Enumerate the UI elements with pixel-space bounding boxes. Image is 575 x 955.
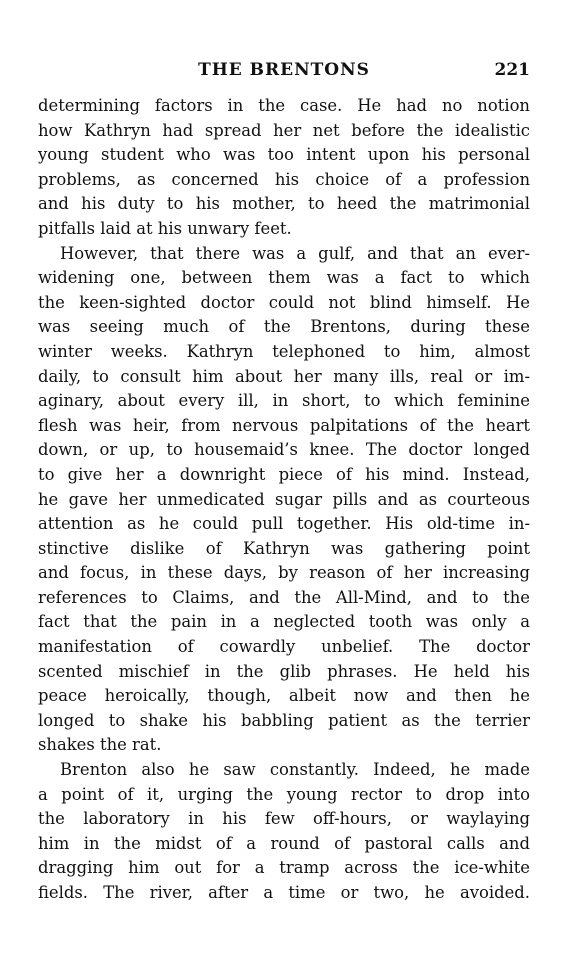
text-line: to give her a downright piece of his mind. Instead, [38, 464, 530, 484]
text-line: dragging him out for a tramp across the ice-white [38, 858, 530, 878]
text-line: problems, as concerned his choice of a profession [38, 169, 530, 189]
text-line: down, or up, to housemaid’s knee. The doctor longed [38, 440, 530, 460]
page-number: 221 [494, 60, 530, 80]
paragraph [38, 94, 530, 242]
text-line: fields. The river, after a time or two, he avoided. [38, 883, 530, 902]
text-line: fact that the pain in a neglected tooth was only a [38, 612, 530, 632]
text-line: Brenton also he saw constantly. Indeed, he made [60, 760, 530, 780]
text-line: scented mischief in the glib phrases. He held his [38, 661, 530, 681]
text-line: young student who was too intent upon his personal [38, 145, 530, 165]
text-line: determining factors in the case. He had no notion [38, 96, 530, 115]
text-line: shakes the rat. [38, 735, 162, 755]
text-line: he gave her unmedicated sugar pills and as courteous [38, 489, 530, 509]
text-line: manifestation of cowardly unbelief. The doctor [38, 637, 530, 657]
text-line: how Kathryn had spread her net before the idealistic [38, 120, 530, 140]
text-line: pitfalls laid at his unwary feet. [38, 218, 292, 238]
text-line: attention as he could pull together. His old-time in- [38, 514, 530, 534]
text-line: winter weeks. Kathryn telephoned to him, almost [38, 341, 530, 361]
text-line: a point of it, urging the young rector to drop into [38, 784, 530, 804]
running-head [38, 60, 530, 82]
text-line: widening one, between them was a fact to which [38, 268, 530, 288]
text-line: the laboratory in his few off-hours, or waylaying [38, 809, 530, 829]
paragraph [38, 242, 530, 758]
text-line: aginary, about every ill, in short, to which feminine [38, 391, 530, 411]
text-line: was seeing much of the Brentons, during these [38, 317, 530, 337]
text-line: However, that there was a gulf, and that an ever- [60, 243, 530, 263]
body-text [38, 94, 530, 906]
text-line: references to Claims, and the All-Mind, and to the [38, 587, 530, 607]
text-line: flesh was heir, from nervous palpitations of the heart [38, 415, 530, 435]
text-line: and his duty to his mother, to heed the matrimonial [38, 194, 530, 214]
text-line: stinctive dislike of Kathryn was gathering point [38, 538, 530, 558]
text-line: the keen-sighted doctor could not blind himself. He [38, 292, 530, 312]
text-line: daily, to consult him about her many ills, real or im- [38, 366, 530, 386]
paragraph [38, 758, 530, 906]
running-title: THE BRENTONS [198, 60, 370, 80]
text-line: peace heroically, though, albeit now and then he [38, 686, 530, 706]
text-line: and focus, in these days, by reason of her increasing [38, 563, 530, 583]
text-line: him in the midst of a round of pastoral calls and [38, 833, 530, 853]
text-line: longed to shake his babbling patient as the terrier [38, 710, 530, 730]
